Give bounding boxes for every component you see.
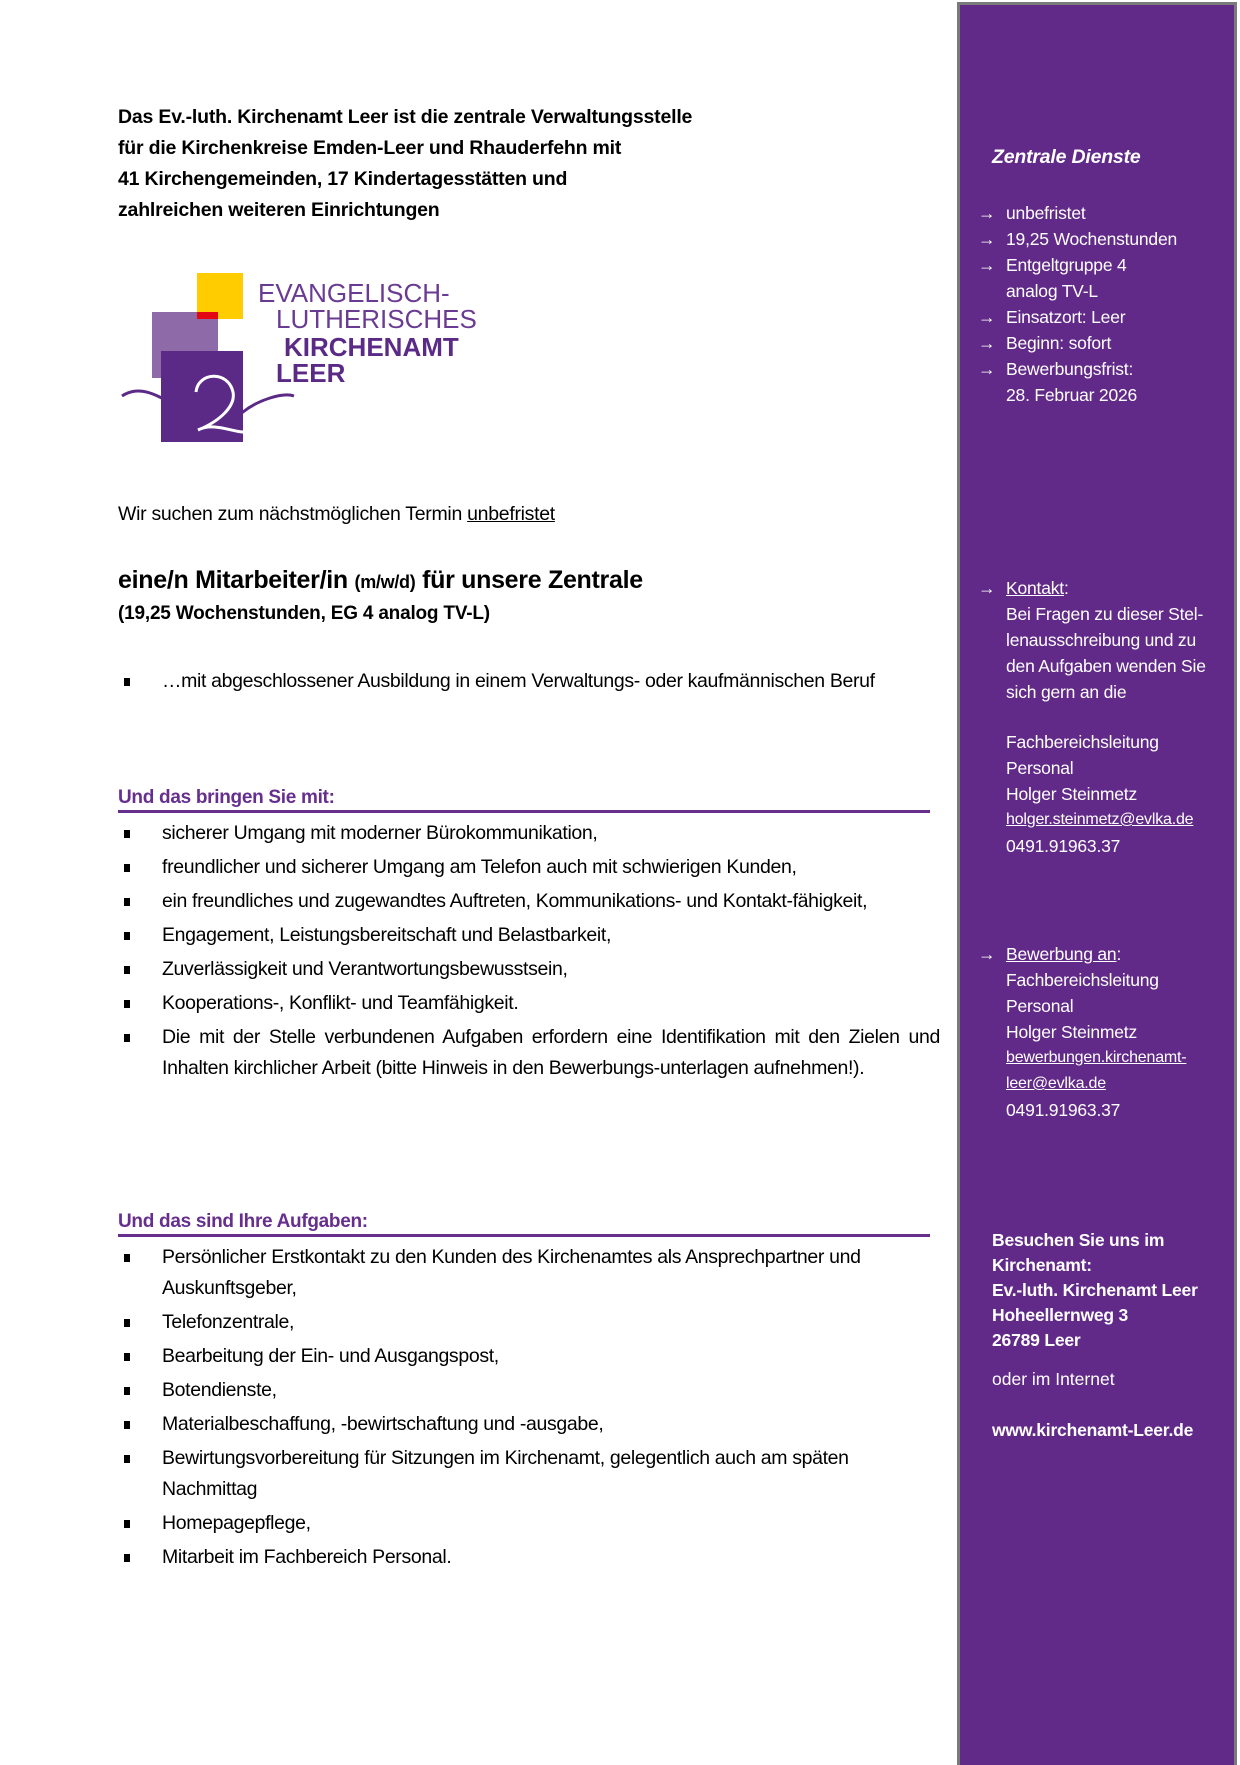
- bullet-square-icon: [124, 1554, 130, 1562]
- list-item: Kooperations-, Konflikt- und Teamfähigkeit.: [118, 988, 940, 1019]
- application-email-link[interactable]: bewerbungen.kirchenamt-: [1006, 1049, 1187, 1066]
- section-heading-requirements: Und das bringen Sie mit:: [118, 786, 930, 813]
- lead-text: Wir suchen zum nächstmöglichen Termin: [118, 503, 468, 525]
- qualification-list: [118, 666, 940, 700]
- application-phone: 0491.91963.37: [1006, 1100, 1121, 1120]
- section-heading-tasks: Und das sind Ihre Aufgaben:: [118, 1210, 930, 1237]
- application-name: Holger Steinmetz: [1006, 1022, 1138, 1042]
- sidebar: [957, 2, 1237, 1765]
- arrow-right-icon: →: [978, 333, 996, 353]
- requirements-list: [118, 818, 940, 1087]
- contact-email-row: [978, 807, 1228, 833]
- list-item: Mitarbeit im Fachbereich Personal.: [118, 1542, 940, 1573]
- visit-line: Ev.-luth. Kirchenamt Leer: [992, 1280, 1198, 1300]
- fact-item: → unbefristet: [978, 200, 1228, 226]
- job-title: [118, 564, 643, 598]
- website-link[interactable]: www.kirchenamt-Leer.de: [992, 1420, 1194, 1440]
- bullet-square-icon: [124, 1387, 130, 1395]
- application-email-row: [978, 1045, 1228, 1071]
- job-title-main: eine/n Mitarbeiter/in: [118, 566, 355, 594]
- job-title-gender: (m/w/d): [354, 572, 416, 592]
- list-item: Botendienste,: [118, 1375, 940, 1406]
- contact-email-link[interactable]: holger.steinmetz@evlka.de: [1006, 811, 1194, 828]
- visit-address: [992, 1228, 1232, 1353]
- intro-line: für die Kirchenkreise Emden-Leer und Rhauderfehn mit: [118, 137, 622, 159]
- bullet-square-icon: [124, 898, 130, 906]
- contact-text: Bei Fragen zu dieser Stel-: [1006, 604, 1204, 624]
- contact-text: sich gern an die: [1006, 682, 1127, 702]
- list-item: Telefonzentrale,: [118, 1307, 940, 1338]
- arrow-right-icon: →: [978, 203, 996, 223]
- list-item: Materialbeschaffung, -bewirtschaftung und -ausgabe,: [118, 1409, 940, 1440]
- visit-line: Besuchen Sie uns im: [992, 1230, 1165, 1250]
- fact-item: → Beginn: sofort: [978, 330, 1228, 356]
- kirchenamt-logo: [118, 272, 508, 442]
- contact-label-row: → Kontakt:: [978, 575, 1228, 601]
- list-item: ein freundliches und zugewandtes Auftreten, Kommunikations- und Kontakt-fähigkeit,: [118, 886, 940, 917]
- application-dept: Personal: [1006, 996, 1074, 1016]
- application-label-row: → Bewerbung an:: [978, 941, 1228, 967]
- bullet-square-icon: [124, 830, 130, 838]
- arrow-right-icon: →: [978, 578, 996, 598]
- logo-text-line2: LUTHERISCHES: [276, 304, 477, 334]
- contact-dept: Fachbereichsleitung: [1006, 732, 1159, 752]
- facts-list: [978, 200, 1228, 408]
- sidebar-title: Zentrale Dienste: [992, 146, 1141, 168]
- contact-phone: 0491.91963.37: [1006, 836, 1121, 856]
- list-item: Engagement, Leistungsbereitschaft und Belastbarkeit,: [118, 920, 940, 951]
- logo-red-overlap: [197, 312, 218, 319]
- intro-line: zahlreichen weiteren Einrichtungen: [118, 199, 440, 221]
- arrow-right-icon: →: [978, 307, 996, 327]
- logo-graphic: [118, 272, 508, 442]
- arrow-right-icon: →: [978, 359, 996, 379]
- application-label: Bewerbung an: [1006, 944, 1117, 964]
- or-internet-text: oder im Internet: [992, 1369, 1115, 1389]
- bullet-square-icon: [124, 1000, 130, 1008]
- job-subtitle: (19,25 Wochenstunden, EG 4 analog TV-L): [118, 603, 490, 624]
- bullet-square-icon: [124, 1421, 130, 1429]
- bullet-square-icon: [124, 1034, 130, 1042]
- contact-text: den Aufgaben wenden Sie: [1006, 656, 1206, 676]
- visit-line: Hoheellernweg 3: [992, 1305, 1129, 1325]
- list-item: …mit abgeschlossener Ausbildung in einem Verwaltungs- oder kaufmännischen Beruf: [118, 666, 940, 697]
- bullet-square-icon: [124, 864, 130, 872]
- bullet-square-icon: [124, 1319, 130, 1327]
- contact-block: [978, 575, 1228, 859]
- list-item: freundlicher und sicherer Umgang am Telefon auch mit schwierigen Kunden,: [118, 852, 940, 883]
- arrow-right-icon: →: [978, 229, 996, 249]
- list-item: Zuverlässigkeit und Verantwortungsbewusstsein,: [118, 954, 940, 985]
- list-item: Die mit der Stelle verbundenen Aufgaben erfordern eine Identifikation mit den Zielen und Inhalten kirchlicher Arbeit (bitte Hinweis in den Bewerbungs-unterlagen aufnehmen!).: [118, 1022, 940, 1084]
- application-dept: Fachbereichsleitung: [1006, 970, 1159, 990]
- application-block: [978, 941, 1228, 1123]
- list-item: Persönlicher Erstkontakt zu den Kunden des Kirchenamtes als Ansprechpartner und Auskunftsgeber,: [118, 1242, 940, 1304]
- contact-name: Holger Steinmetz: [1006, 784, 1138, 804]
- fact-item: → Entgeltgruppe 4: [978, 252, 1228, 278]
- bullet-square-icon: [124, 1520, 130, 1528]
- list-item: Bearbeitung der Ein- und Ausgangspost,: [118, 1341, 940, 1372]
- lead-underlined: unbefristet: [467, 503, 555, 525]
- bullet-square-icon: [124, 932, 130, 940]
- fact-item: → Bewerbungsfrist:: [978, 356, 1228, 382]
- list-item: Homepagepflege,: [118, 1508, 940, 1539]
- arrow-right-icon: →: [978, 255, 996, 275]
- logo-text-line4: LEER: [276, 358, 346, 388]
- intro-line: 41 Kirchengemeinden, 17 Kindertagesstätten und: [118, 168, 568, 190]
- list-item: Bewirtungsvorbereitung für Sitzungen im Kirchenamt, gelegentlich auch am späten Nachmittag: [118, 1443, 940, 1505]
- bullet-square-icon: [124, 678, 130, 686]
- intro-paragraph: [118, 102, 818, 226]
- contact-text: lenausschreibung und zu: [1006, 630, 1196, 650]
- tasks-list: [118, 1242, 940, 1576]
- application-email-link[interactable]: leer@evlka.de: [1006, 1075, 1106, 1092]
- visit-line: Kirchenamt:: [992, 1255, 1092, 1275]
- visit-line: 26789 Leer: [992, 1330, 1081, 1350]
- fact-item-continued: 28. Februar 2026: [1006, 385, 1138, 405]
- arrow-right-icon: →: [978, 944, 996, 964]
- intro-line: Das Ev.-luth. Kirchenamt Leer ist die zentrale Verwaltungsstelle: [118, 106, 693, 128]
- bullet-square-icon: [124, 1254, 130, 1262]
- logo-text-line3: KIRCHENAMT: [284, 332, 459, 362]
- fact-item: → Einsatzort: Leer: [978, 304, 1228, 330]
- lead-sentence: [118, 500, 555, 528]
- bullet-square-icon: [124, 1353, 130, 1361]
- job-title-rest: für unsere Zentrale: [415, 566, 643, 594]
- application-email-row: [978, 1071, 1228, 1097]
- logo-text-line1: EVANGELISCH-: [258, 278, 450, 308]
- bullet-square-icon: [124, 966, 130, 974]
- fact-item: → 19,25 Wochenstunden: [978, 226, 1228, 252]
- contact-dept: Personal: [1006, 758, 1074, 778]
- fact-item-continued: analog TV-L: [1006, 281, 1098, 301]
- bullet-square-icon: [124, 1455, 130, 1463]
- list-item: sicherer Umgang mit moderner Bürokommunikation,: [118, 818, 940, 849]
- contact-label: Kontakt: [1006, 578, 1064, 598]
